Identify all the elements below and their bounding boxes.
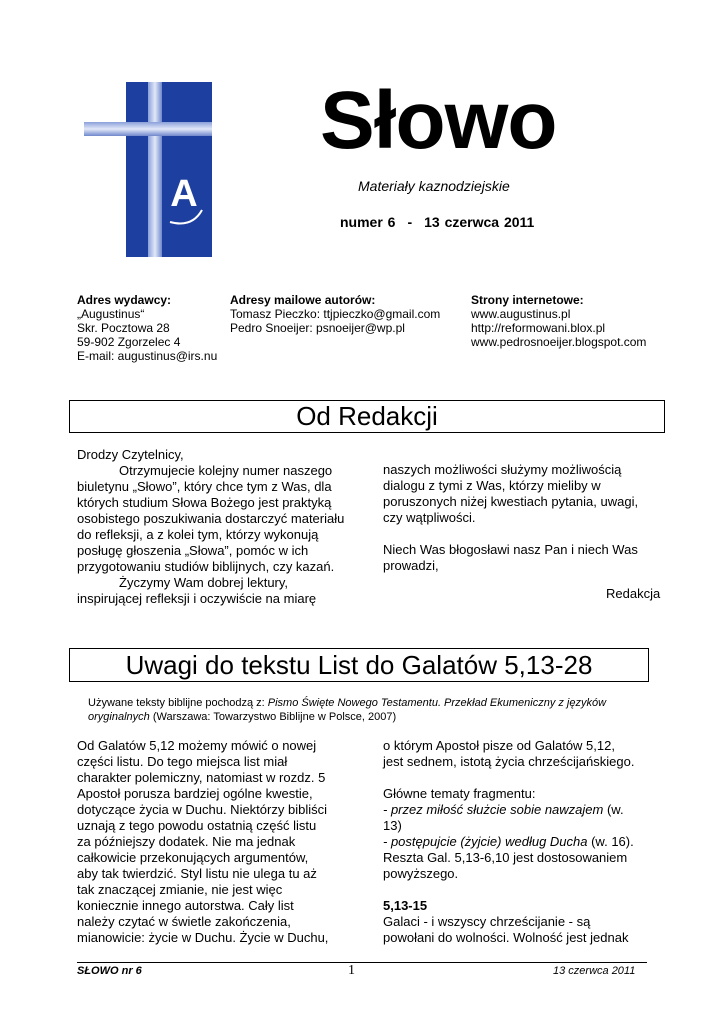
editorial-line: Drodzy Czytelnicy,	[77, 447, 184, 462]
issue-line	[340, 214, 534, 230]
publisher-line: 59-902 Zgorzelec 4	[77, 335, 181, 349]
article-line: części listu. Do tego miejsca list miał	[77, 754, 288, 769]
website-link[interactable]: www.augustinus.pl	[471, 307, 571, 321]
editorial-line: poruszonych niżej kwestiach pytania, uwagi,	[383, 494, 639, 509]
paragraph-gap	[383, 526, 663, 542]
paragraph-gap	[383, 882, 653, 898]
publisher-line: „Augustinus“	[77, 307, 145, 321]
article-line: Od Galatów 5,12 możemy mówić o nowej	[77, 738, 317, 753]
editorial-right-column	[383, 462, 663, 574]
page-number: 1	[348, 963, 355, 978]
editorial-line: Życzymy Wam dobrej lektury,	[119, 575, 289, 590]
publisher-address	[77, 293, 217, 363]
theme-line: - postępujcie (żyjcie) według Ducha (w. 16).	[383, 834, 634, 849]
article-left-column	[77, 738, 339, 946]
editorial-line: czy wątpliwości.	[383, 510, 476, 525]
logo-cross-vertical	[148, 82, 162, 257]
logo-blue-panel	[126, 82, 212, 257]
editorial-line: przygotowaniu studiów biblijnych, czy kazań.	[77, 559, 335, 574]
paragraph-gap	[383, 770, 653, 786]
footer-publication: SŁOWO nr 6	[77, 965, 142, 977]
article-line: całkowicie przekonujących argumentów,	[77, 850, 309, 865]
augustinus-logo	[84, 82, 212, 257]
editorial-left-column	[77, 447, 345, 607]
sources-book-title: Pismo Święte Nowego Testamentu. Przekład Ekumeniczny z języków oryginalnych	[88, 697, 607, 723]
article-line: o którym Apostoł pisze od Galatów 5,12,	[383, 738, 615, 753]
author-email-line: Tomasz Pieczko: ttjpieczko@gmail.com	[230, 307, 441, 321]
article-line: powołani do wolności. Wolność jest jednak	[383, 930, 629, 945]
publisher-heading: Adres wydawcy:	[77, 293, 172, 307]
editorial-line: prowadzi,	[383, 558, 439, 573]
article-heading: Uwagi do tekstu List do Galatów 5,13-28	[69, 648, 649, 682]
article-line: uznają z tego powodu ostatnią część listu	[77, 818, 317, 833]
article-line: należy czytać w świetle zakończenia,	[77, 914, 291, 929]
publisher-email: E-mail: augustinus@irs.nu	[77, 349, 218, 363]
bible-sources-note: Używane teksty biblijne pochodzą z: Pismo Święte Nowego Testamentu. Przekład Ekumeniczny z języków oryginalnych (Warszawa: Towarzystwo Biblijne w Polsce, 2007)	[88, 697, 607, 723]
article-line: jest sednem, istotą życia chrześcijańskiego.	[383, 754, 635, 769]
websites	[471, 293, 646, 349]
article-line: aby tak twierdzić. Styl listu nie ulega tu aż	[77, 866, 317, 881]
logo-cross-horizontal	[84, 122, 212, 136]
logo-letter: A	[170, 173, 198, 215]
publisher-line: Skr. Pocztowa 28	[77, 321, 170, 335]
website-link[interactable]: www.pedrosnoeijer.blogspot.com	[471, 335, 647, 349]
article-right-column	[383, 738, 653, 946]
article-line: Reszta Gal. 5,13-6,10 jest dostosowaniem	[383, 850, 628, 865]
article-line: powyższego.	[383, 866, 459, 881]
editorial-line: biuletynu „Słowo”, który chce tym z Was, dla	[77, 479, 332, 494]
theme-line: 13)	[383, 818, 402, 833]
editorial-line: dialogu z tymi z Was, którzy mieliby w	[383, 478, 601, 493]
footer-divider	[77, 962, 647, 963]
themes-heading: Główne tematy fragmentu:	[383, 786, 536, 801]
author-email-line: Pedro Snoeijer: psnoeijer@wp.pl	[230, 321, 405, 335]
issue-date: 13 czerwca 2011	[424, 214, 535, 230]
article-line: koniecznie innego autorstwa. Cały list	[77, 898, 294, 913]
article-line: mianowicie: życie w Duchu. Życie w Duchu,	[77, 930, 329, 945]
article-line: Apostoł porusza bardziej ogólne kwestie,	[77, 786, 313, 801]
article-line: Galaci - i wszyscy chrześcijanie - są	[383, 914, 591, 929]
editorial-line: Otrzymujecie kolejny numer naszego	[119, 463, 333, 478]
websites-heading: Strony internetowe:	[471, 293, 584, 307]
editorial-line: do refleksji, a z kolei tym, którzy wykonują	[77, 527, 319, 542]
editorial-line: Niech Was błogosławi nasz Pan i niech Was	[383, 542, 638, 557]
newsletter-title: Słowo	[320, 75, 557, 166]
footer-date: 13 czerwca 2011	[553, 965, 636, 977]
editorial-line: posługę głoszenia „Słowa”, pomóc w ich	[77, 543, 309, 558]
article-line: dotyczące życia w Duchu. Niektórzy bibliści	[77, 802, 327, 817]
website-link[interactable]: http://reformowani.blox.pl	[471, 321, 606, 335]
article-line: charakter polemiczny, natomiast w rozdz. 5	[77, 770, 326, 785]
section-reference: 5,13-15	[383, 898, 428, 913]
author-emails	[230, 293, 440, 335]
authors-heading: Adresy mailowe autorów:	[230, 293, 376, 307]
editorial-line: których studium Słowa Bożego jest praktyką	[77, 495, 332, 510]
issue-dash: -	[407, 214, 413, 230]
editorial-signature: Redakcja	[606, 586, 661, 601]
editorial-line: inspirującej refleksji i oczywiście na miarę	[77, 591, 317, 606]
editorial-line: naszych możliwości służymy możliwością	[383, 462, 622, 477]
newsletter-subtitle: Materiały kaznodziejskie	[358, 178, 510, 194]
theme-line: - przez miłość służcie sobie nawzajem (w.	[383, 802, 624, 817]
editorial-heading: Od Redakcji	[69, 400, 665, 433]
editorial-line: osobistego poszukiwania dostarczyć materiału	[77, 511, 345, 526]
article-line: za późniejszy dodatek. Nie ma jednak	[77, 834, 296, 849]
issue-number: numer 6	[340, 214, 396, 230]
article-line: tak znaczącej zmianie, nie jest więc	[77, 882, 283, 897]
